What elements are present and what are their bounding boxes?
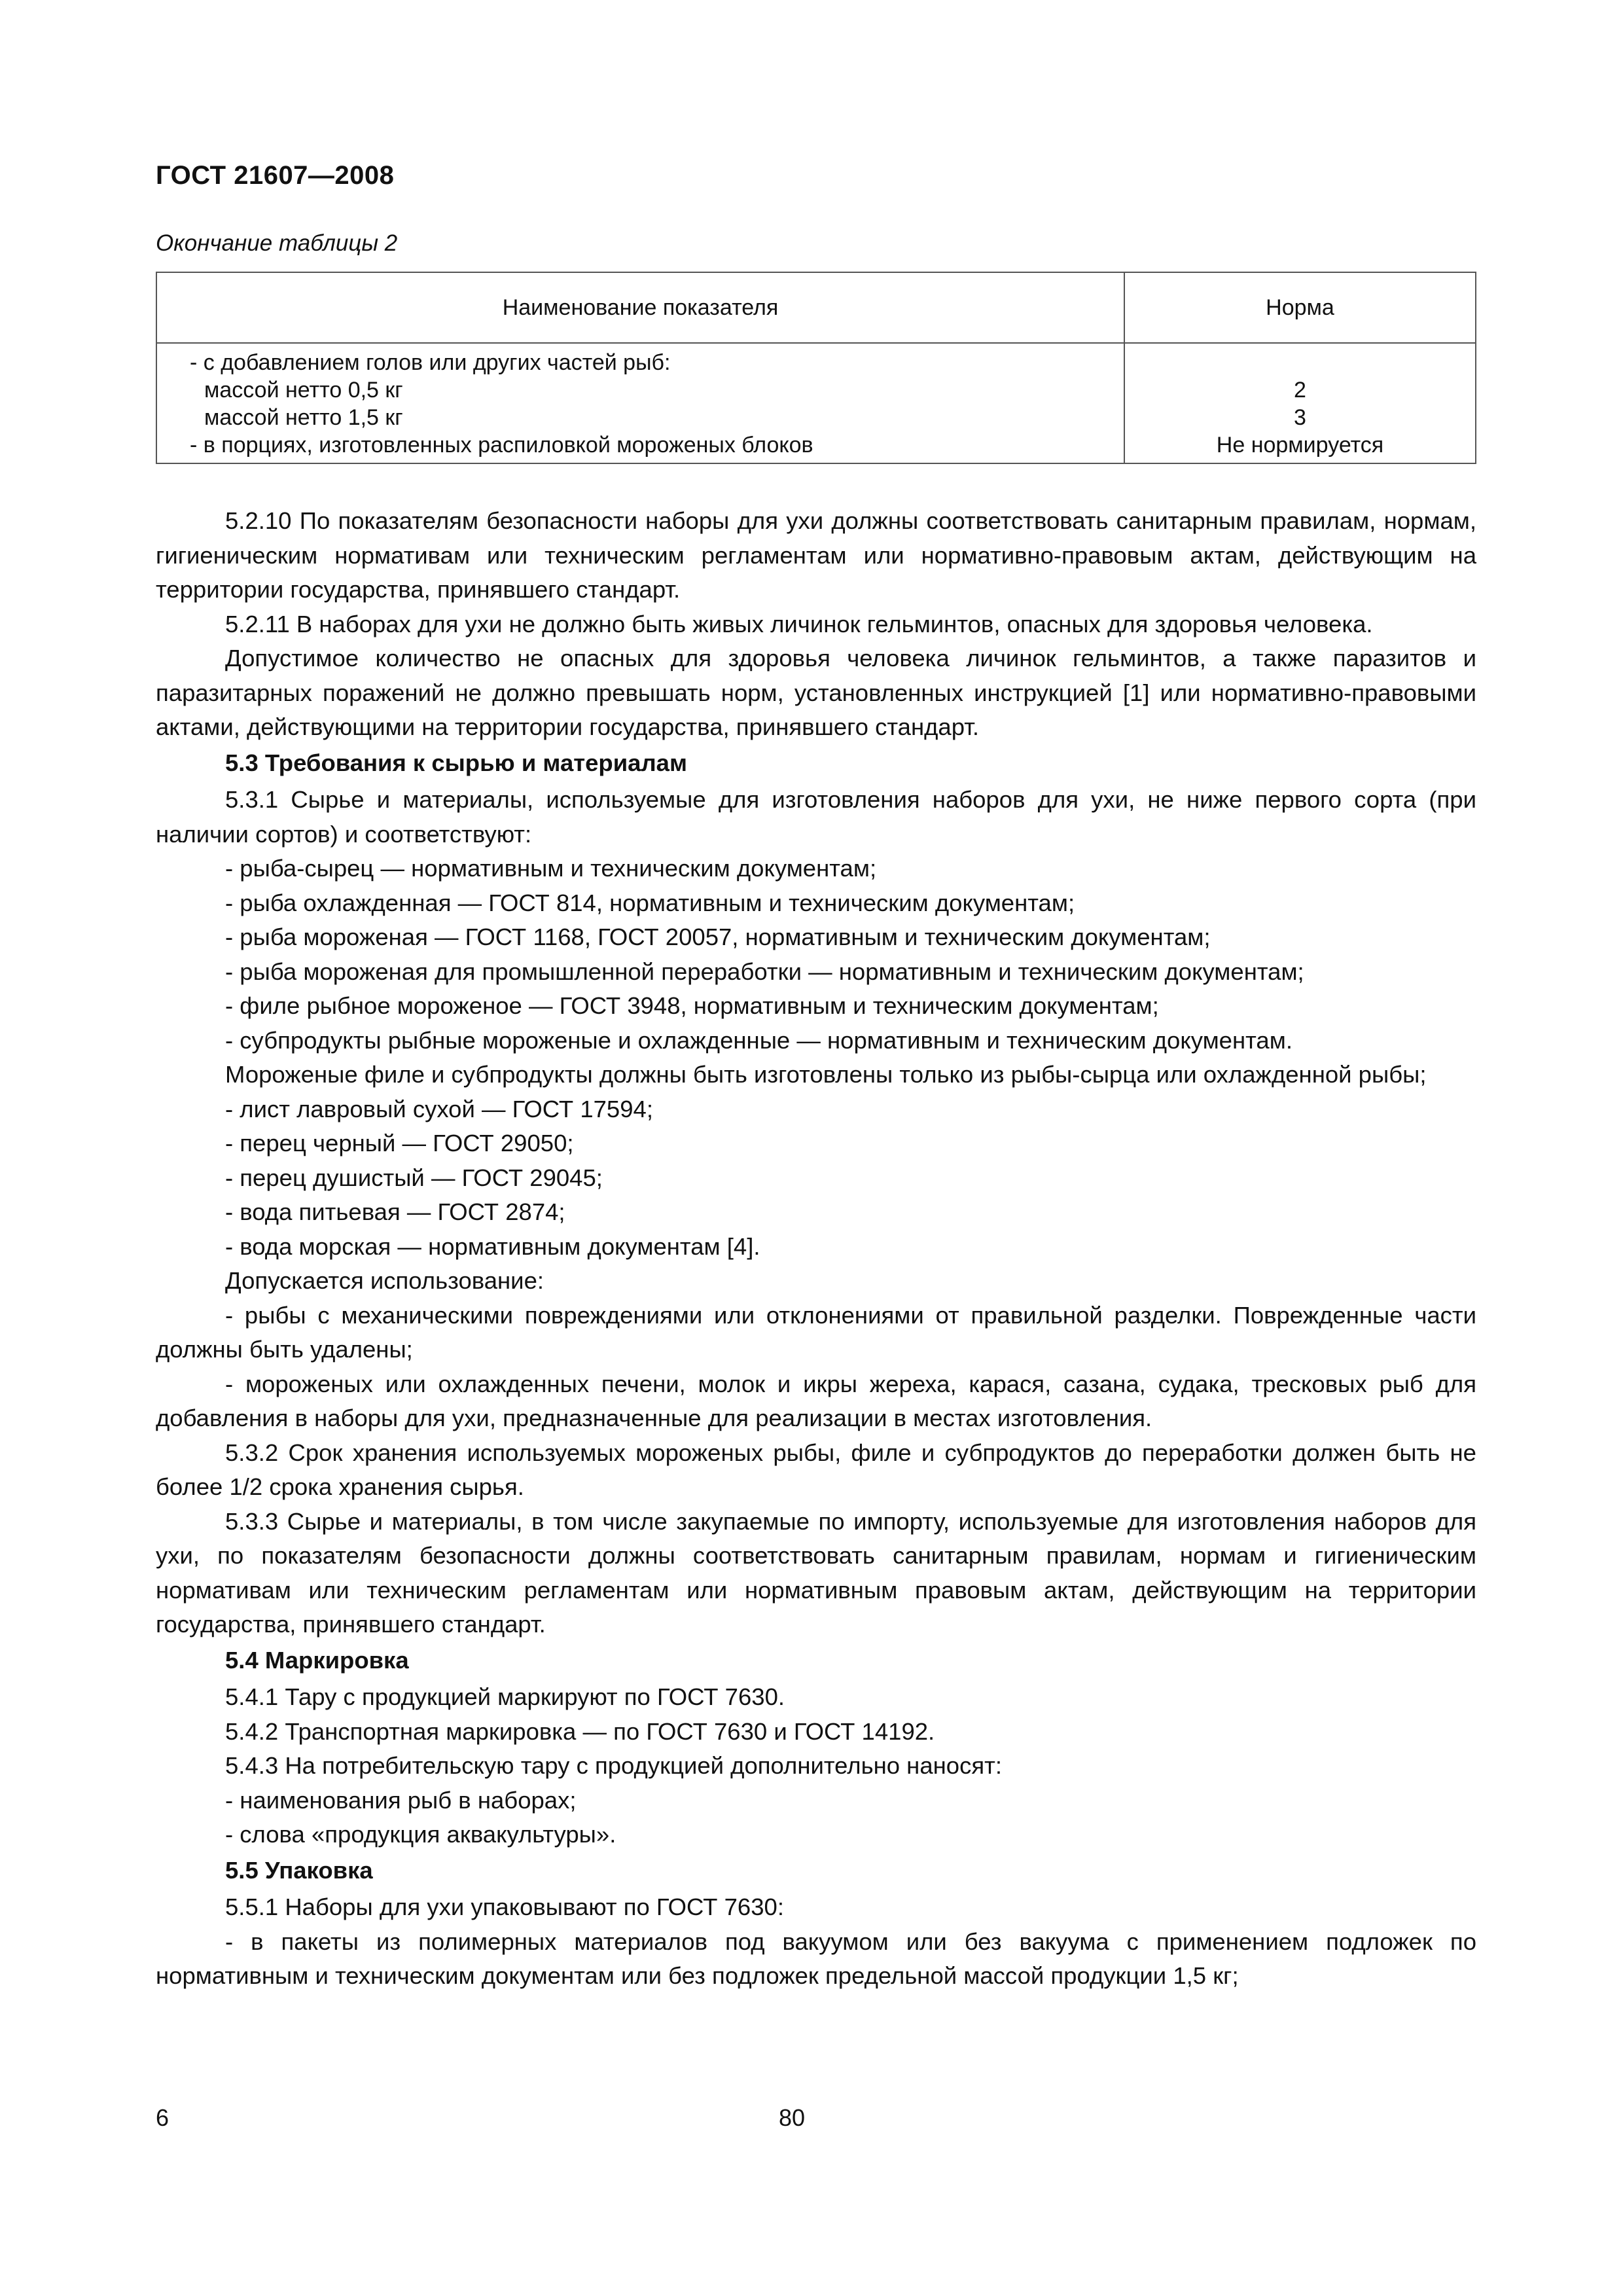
paragraph: 5.4.3 На потребительскую тару с продукцией дополнительно наносят: xyxy=(225,1752,1002,1779)
table-caption: Окончание таблицы 2 xyxy=(156,230,398,256)
paragraph: 5.3.3 Сырье и материалы, в том числе закупаемые по импорту, используемые для изготовления наборов для ухи, по показателям безопасности должны соответствовать санитарным правилам, нормам и гигиеническим нормативам или техническим регламентам или нормативным правовым актам, действующим на территории государства, принявшего стандарт. xyxy=(156,1507,1476,1638)
document-body xyxy=(156,504,1476,1994)
list-item: - наименования рыб в наборах; xyxy=(225,1786,577,1814)
paragraph: 5.3.2 Срок хранения используемых мороженых рыбы, филе и субпродуктов до переработки должен быть не более 1/2 срока хранения сырья. xyxy=(156,1439,1476,1500)
list-item: - в пакеты из полимерных материалов под вакуумом или без вакуума с применением подложек по нормативным и техническим документам или без подложек предельной массой продукции 1,5 кг; xyxy=(156,1928,1476,1989)
document-title: ГОСТ 21607—2008 xyxy=(156,161,395,190)
list-item: - рыбы с механическими повреждениями или отклонениями от правильной разделки. Поврежденные части должны быть удалены; xyxy=(156,1301,1476,1363)
list-item: - вода питьевая — ГОСТ 2874; xyxy=(225,1198,565,1225)
paragraph: Мороженые филе и субпродукты должны быть изготовлены только из рыбы-сырца или охлажденной рыбы; xyxy=(225,1061,1427,1088)
list-item: - лист лавровый сухой — ГОСТ 17594; xyxy=(225,1095,653,1122)
list-item: - мороженых или охлажденных печени, молок и икры жереха, карася, сазана, судака, тресковых рыб для добавления в наборы для ухи, предназначенные для реализации в местах изготовления. xyxy=(156,1370,1476,1431)
paragraph: 5.2.11 В наборах для ухи не должно быть живых личинок гельминтов, опасных для здоровья человека. xyxy=(225,610,1373,637)
table-row-name: массой нетто 1,5 кг xyxy=(204,405,403,430)
paragraph: 5.2.10 По показателям безопасности наборы для ухи должны соответствовать санитарным правилам, нормам, гигиеническим нормативам или техническим регламентам или нормативно-правовым актам, действующим на территории государства, принявшего стандарт. xyxy=(156,507,1476,603)
list-item: - рыба охлажденная — ГОСТ 814, нормативным и техническим документам; xyxy=(225,889,1075,916)
table-row-value: 2 xyxy=(1294,378,1306,403)
paragraph: 5.4.2 Транспортная маркировка — по ГОСТ 7630 и ГОСТ 14192. xyxy=(225,1717,935,1745)
list-item: - филе рыбное мороженое — ГОСТ 3948, нормативным и техническим документам; xyxy=(225,992,1159,1019)
list-item: - перец черный — ГОСТ 29050; xyxy=(225,1130,574,1157)
table-row-name: массой нетто 0,5 кг xyxy=(204,378,403,403)
paragraph: 5.5.1 Наборы для ухи упаковывают по ГОСТ 7630: xyxy=(225,1893,784,1920)
page-number: 6 xyxy=(156,2104,169,2131)
section-heading: 5.4 Маркировка xyxy=(225,1646,409,1674)
column-header-norm: Норма xyxy=(1124,272,1476,343)
list-item: - перец душистый — ГОСТ 29045; xyxy=(225,1164,603,1191)
list-item: Допускается использование: xyxy=(225,1267,544,1294)
table-row-value: 3 xyxy=(1294,405,1306,430)
sheet-number: 80 xyxy=(778,2104,806,2131)
indicator-names-cell xyxy=(156,343,1124,463)
paragraph: Допустимое количество не опасных для здоровья человека личинок гельминтов, а также паразитов и паразитарных поражений не должно превышать норм, установленных инструкцией [1] или нормативно-правовыми актами, действующими на территории государства, принявшего стандарт. xyxy=(156,645,1476,740)
paragraph: 5.4.1 Тару с продукцией маркируют по ГОСТ 7630. xyxy=(225,1683,785,1710)
table-row xyxy=(156,343,1476,463)
list-item: - рыба мороженая — ГОСТ 1168, ГОСТ 20057, нормативным и техническим документам; xyxy=(225,924,1211,950)
table-header-row xyxy=(156,272,1476,343)
section-heading: 5.3 Требования к сырью и материалам xyxy=(225,749,687,776)
norm-values-cell xyxy=(1124,343,1476,463)
list-item: - вода морская — нормативным документам [4]. xyxy=(225,1232,760,1260)
section-heading: 5.5 Упаковка xyxy=(225,1856,373,1884)
list-item: - рыба-сырец — нормативным и техническим документам; xyxy=(225,855,877,882)
list-item: - субпродукты рыбные мороженые и охлажденные — нормативным и техническим документам. xyxy=(225,1026,1293,1054)
table-row-name: - с добавлением голов или других частей рыб: xyxy=(190,350,671,375)
column-header-indicator: Наименование показателя xyxy=(156,272,1124,343)
table-row-name: - в порциях, изготовленных распиловкой мороженых блоков xyxy=(190,433,813,457)
paragraph: 5.3.1 Сырье и материалы, используемые для изготовления наборов для ухи, не ниже первого сорта (при наличии сортов) и соответствуют: xyxy=(156,786,1476,848)
table-row-value: Не нормируется xyxy=(1216,433,1384,457)
list-item: - рыба мороженая для промышленной переработки — нормативным и техническим документам; xyxy=(225,958,1304,985)
indicators-table xyxy=(156,272,1476,464)
list-item: - слова «продукция аквакультуры». xyxy=(225,1821,616,1848)
